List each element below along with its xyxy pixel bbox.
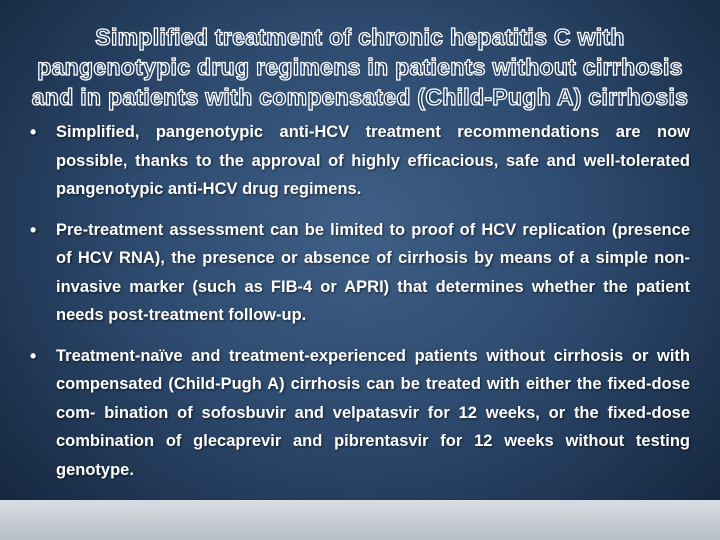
bullet-dot-icon: • [30,122,37,142]
bullet-text: Pre-treatment assessment can be limited to proof of HCV replication (presence of HCV RNA), the presence or absence of cirrhosis by means of a simple non-invasive marker (such as FIB-4 or APRI) that determines whether the patient needs post-treatment follow-up. [56,220,690,324]
bullet-item [30,342,690,485]
footer-bar [0,500,720,540]
slide-title: Simplified treatment of chronic hepatitis C with pangenotypic drug regimens in patients without cirrhosis and in patients with compensated (Child-Pugh A) cirrhosis [31,24,689,110]
bullet-list [30,118,690,496]
bullet-dot-icon: • [30,219,37,240]
bullet-text: Simplified, pangenotypic anti-HCV treatment recommendations are now possible, thanks to the approval of highly efficacious, safe and well-tolerated pangenotypic anti-HCV drug regimens. [56,123,690,198]
bullet-text: Treatment-naïve and treatment-experienced patients without cirrhosis or with compensated (Child-Pugh A) cirrhosis can be treated with either the fixed-dose com- bination of sofosbuvir and velpatasvir for 12 weeks, or the fixed-dose combination of glecaprevir and pibrentasvir for 12 weeks without testing genotype. [56,346,690,479]
bullet-item [30,216,690,330]
bullet-dot-icon: • [30,345,37,366]
bullet-item [30,118,690,204]
